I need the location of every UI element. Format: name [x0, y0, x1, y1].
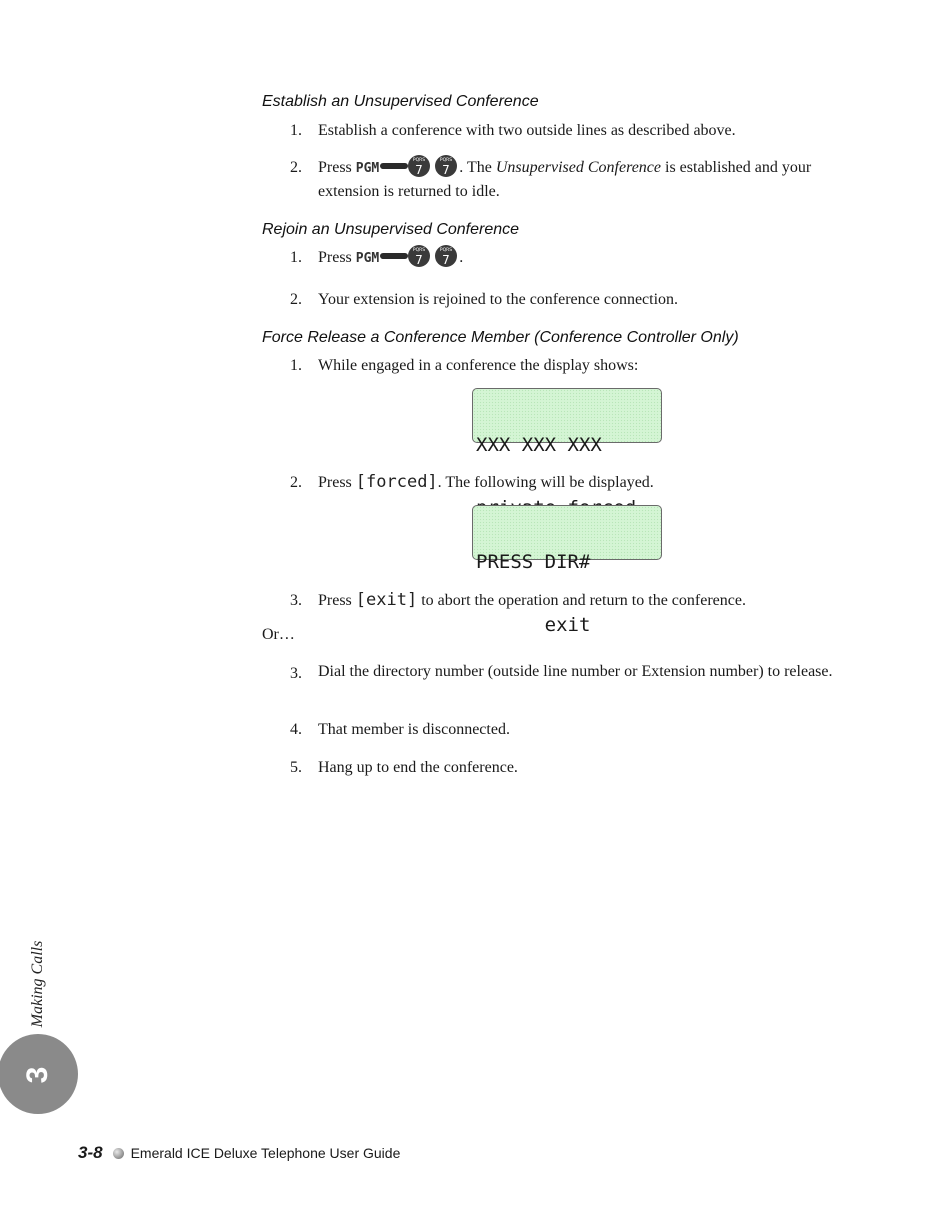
lcd-line-1: PRESS DIR#: [476, 551, 591, 573]
svg-text:7: 7: [415, 163, 424, 178]
step-text: Press PGM PQRS PQRS 7 7 .: [318, 246, 860, 270]
pgm-key-label: PGM: [355, 161, 380, 176]
section-heading-establish: Establish an Unsupervised Conference: [262, 93, 539, 110]
chapter-title-vertical: Making Calls: [29, 940, 46, 1028]
lcd-display-press-dir: [472, 505, 662, 636]
step-number: 2.: [290, 291, 302, 308]
key-sequence-7-7-icon: [380, 245, 458, 267]
svg-text:PQRS: PQRS: [440, 248, 453, 254]
step-number: 5.: [290, 759, 302, 776]
step-number: 1.: [290, 357, 302, 374]
lcd-line-1: XXX XXX XXX: [476, 434, 602, 456]
step-text: Your extension is rejoined to the conference connection.: [318, 291, 679, 308]
step-text: That member is disconnected.: [318, 721, 510, 738]
step-text: Dial the directory number (outside line number or Extension number) to release.: [318, 663, 833, 680]
or-text: Or…: [262, 626, 295, 643]
step-number: 2.: [290, 159, 302, 176]
lcd-display-conference: [472, 388, 662, 456]
svg-text:7: 7: [415, 253, 424, 268]
step-number: 1.: [290, 249, 302, 266]
step-number: 2.: [290, 474, 302, 491]
step-number: 4.: [290, 721, 302, 738]
page-footer: [78, 1143, 400, 1163]
section-heading-rejoin: Rejoin an Unsupervised Conference: [262, 221, 520, 238]
step-text: Hang up to end the conference.: [318, 759, 518, 776]
step-text: Establish a conference with two outside lines as described above.: [318, 122, 736, 139]
step-text: Press [exit] to abort the operation and return to the conference.: [318, 590, 746, 610]
svg-text:7: 7: [442, 253, 451, 268]
pgm-key-label: PGM: [355, 251, 380, 266]
guide-title: Emerald ICE Deluxe Telephone User Guide: [130, 1145, 401, 1161]
softkey-exit: [exit]: [355, 590, 418, 610]
bullet-dot-icon: [113, 1148, 124, 1159]
step-text: Press PGM PQRS PQRS 7 7 . The Unsupervised Conference is established and your extension is returned to idle.: [318, 156, 860, 203]
lcd-line-2: exit: [476, 614, 591, 636]
key-sequence-7-7-icon: [380, 155, 458, 177]
svg-text:7: 7: [442, 163, 451, 178]
step-text: Press [forced]. The following will be displayed.: [318, 472, 654, 492]
emphasis-text: Unsupervised Conference: [495, 159, 661, 176]
chapter-number: 3: [21, 1066, 54, 1084]
step-number: 1.: [290, 122, 302, 139]
step-number: 3.: [290, 665, 302, 682]
svg-text:PQRS: PQRS: [440, 158, 453, 164]
step-number: 3.: [290, 592, 302, 609]
section-heading-force-release: Force Release a Conference Member (Conference Controller Only): [262, 329, 739, 346]
page-number: 3-8: [78, 1143, 103, 1162]
svg-text:PQRS: PQRS: [413, 248, 426, 254]
svg-text:PQRS: PQRS: [413, 158, 426, 164]
step-text: While engaged in a conference the display shows:: [318, 357, 639, 374]
softkey-forced: [forced]: [355, 472, 438, 492]
